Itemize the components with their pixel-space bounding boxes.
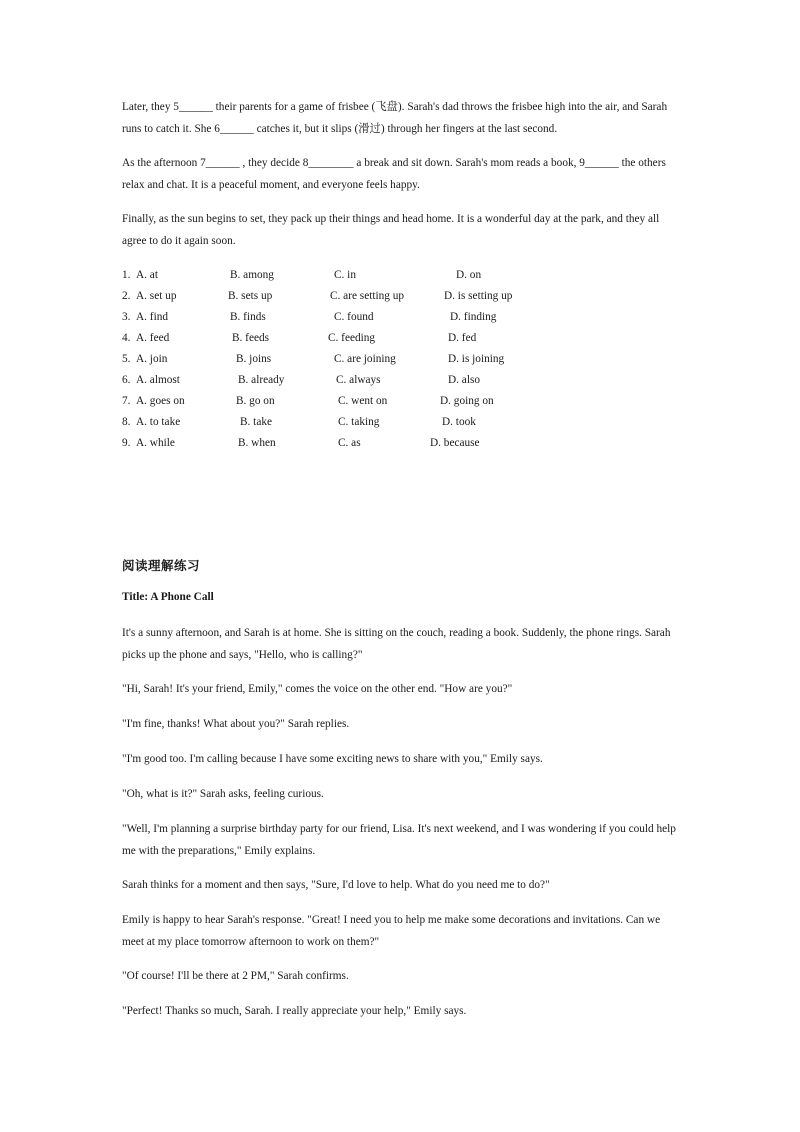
option-c: C. found (334, 311, 374, 323)
passage-paragraph: Emily is happy to hear Sarah's response. "Great! I need you to help me make some decorations and invitations. Can we meet at my place tomorrow afternoon to work on them?" (122, 914, 661, 948)
option-b: B. finds (230, 311, 266, 323)
question-number: 1. (122, 269, 131, 281)
option-row (122, 412, 642, 432)
passage-paragraph: Sarah thinks for a moment and then says, "Sure, I'd love to help. What do you need me to do?" (122, 879, 550, 891)
option-c: C. went on (338, 395, 388, 407)
option-a: A. almost (136, 374, 180, 386)
option-b: B. joins (236, 353, 272, 365)
option-a: A. at (136, 269, 158, 281)
option-d: D. took (442, 416, 476, 428)
reading-title: Title: A Phone Call (122, 591, 214, 603)
passage-paragraph: "I'm good too. I'm calling because I have some exciting news to share with you," Emily says. (122, 753, 543, 765)
option-b: B. go on (236, 395, 275, 407)
section-heading: 阅读理解练习 (122, 558, 201, 573)
option-c: C. always (336, 374, 381, 386)
question-number: 2. (122, 290, 131, 302)
option-b: B. feeds (232, 332, 270, 344)
option-d: D. going on (440, 395, 494, 407)
option-c: C. in (334, 269, 356, 281)
option-d: D. is joining (448, 353, 505, 365)
option-row (122, 328, 642, 348)
option-row (122, 307, 642, 327)
option-b: B. take (240, 416, 272, 428)
option-a: A. set up (136, 290, 177, 302)
option-d: D. because (430, 437, 480, 449)
option-d: D. is setting up (444, 290, 513, 302)
passage-paragraph: It's a sunny afternoon, and Sarah is at home. She is sitting on the couch, reading a book. Suddenly, the phone rings. Sarah picks up the phone and says, "Hello, who is calling?" (122, 627, 671, 661)
option-c: C. are joining (334, 353, 396, 365)
option-row (122, 349, 642, 369)
option-row (122, 265, 642, 285)
option-a: A. goes on (136, 395, 185, 407)
option-row (122, 286, 642, 306)
question-number: 8. (122, 416, 131, 428)
option-b: B. when (238, 437, 276, 449)
passage-paragraph: As the afternoon 7______ , they decide 8________ a break and sit down. Sarah's mom reads a book, 9______ the others relax and chat. It is a peaceful moment, and everyone feels happy. (122, 157, 666, 191)
passage-paragraph: Finally, as the sun begins to set, they pack up their things and head home. It is a wonderful day at the park, and they all agree to do it again soon. (122, 213, 660, 247)
option-d: D. fed (448, 332, 477, 344)
passage-paragraph: "I'm fine, thanks! What about you?" Sarah replies. (122, 718, 350, 730)
option-c: C. feeding (328, 332, 376, 344)
option-c: C. are setting up (330, 290, 405, 302)
option-a: A. join (136, 353, 168, 365)
passage-paragraph: "Perfect! Thanks so much, Sarah. I really appreciate your help," Emily says. (122, 1005, 467, 1017)
option-b: B. sets up (228, 290, 273, 302)
passage-paragraph: "Hi, Sarah! It's your friend, Emily," comes the voice on the other end. "How are you?" (122, 683, 513, 695)
passage-paragraph: "Oh, what is it?" Sarah asks, feeling curious. (122, 788, 324, 800)
question-number: 7. (122, 395, 131, 407)
passage-paragraph: Later, they 5______ their parents for a game of frisbee (飞盘). Sarah's dad throws the frisbee high into the air, and Sarah runs to catch it. She 6______ catches it, but it slips (滑过) through her fingers at the last second. (122, 101, 668, 135)
option-a: A. feed (136, 332, 170, 344)
option-row (122, 370, 642, 390)
question-number: 4. (122, 332, 131, 344)
option-b: B. already (238, 374, 285, 386)
question-number: 6. (122, 374, 131, 386)
option-d: D. on (456, 269, 482, 281)
option-a: A. while (136, 437, 175, 449)
option-c: C. taking (338, 416, 380, 428)
question-number: 5. (122, 353, 131, 365)
option-d: D. also (448, 374, 481, 386)
question-number: 9. (122, 437, 131, 449)
question-number: 3. (122, 311, 131, 323)
option-a: A. to take (136, 416, 181, 428)
passage-paragraph: "Well, I'm planning a surprise birthday party for our friend, Lisa. It's next weekend, and I was wondering if you could help me with the preparations," Emily explains. (122, 823, 676, 857)
option-a: A. find (136, 311, 169, 323)
option-row (122, 433, 642, 453)
passage-paragraph: "Of course! I'll be there at 2 PM," Sarah confirms. (122, 970, 349, 982)
option-d: D. finding (450, 311, 497, 323)
option-c: C. as (338, 437, 361, 449)
option-b: B. among (230, 269, 274, 281)
option-row (122, 391, 642, 411)
